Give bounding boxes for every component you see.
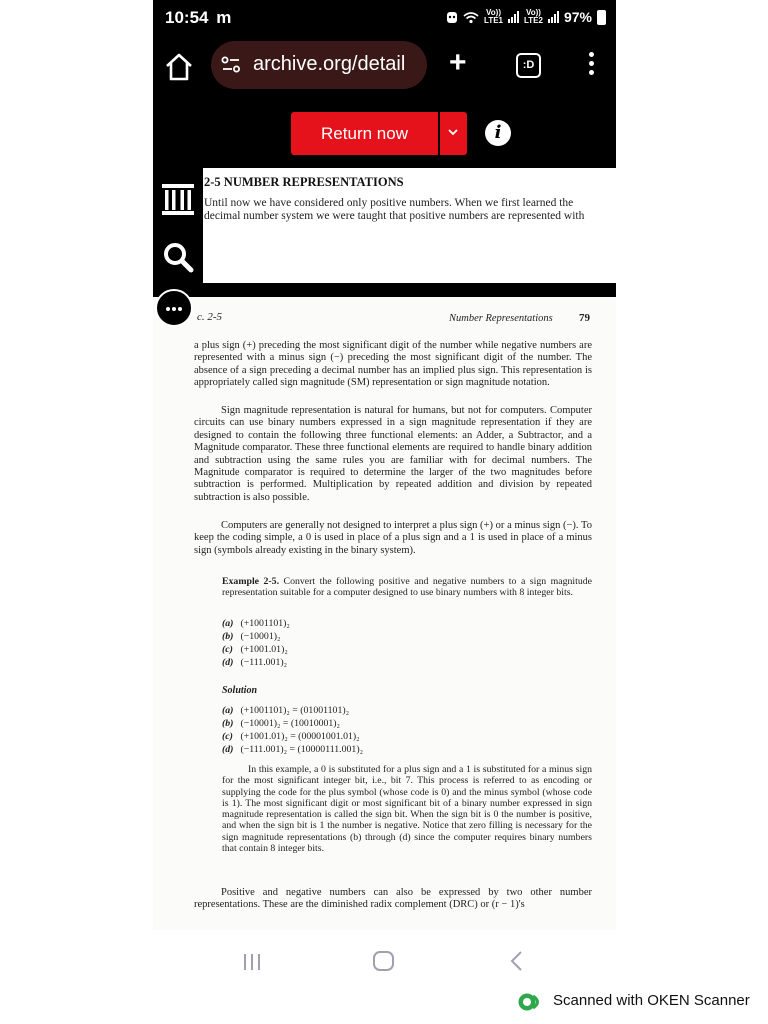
- page-divider: [153, 283, 616, 297]
- url-text: archive.org/detail: [253, 53, 406, 75]
- sim1-label: Vo)) LTE1: [484, 8, 503, 25]
- site-settings-icon[interactable]: [221, 56, 241, 74]
- book-section-intro: Until now we have considered only positive numbers. When we first learned the decimal number system we were taught that positive numbers are represented with: [204, 197, 585, 222]
- list-item: (c) (+1001.01)₂: [222, 644, 288, 655]
- search-icon[interactable]: [161, 240, 195, 274]
- list-item: (d) (−111.001)₂ = (10000111.001)₂: [222, 744, 363, 755]
- list-item: (a) (+1001101)₂ = (01001101)₂: [222, 705, 350, 716]
- chevron-down-icon: [448, 128, 458, 136]
- status-icons: [446, 9, 606, 25]
- loan-actions-bar: [153, 98, 616, 168]
- list-item: (b) (−10001)₂ = (10010001)₂: [222, 718, 340, 729]
- oken-logo-icon: [517, 992, 543, 1012]
- example-label: Example 2-5.: [222, 576, 280, 587]
- running-head: Number Representations: [449, 313, 553, 324]
- wifi-icon: [463, 11, 479, 24]
- list-item: (a) (+1001101)₂: [222, 618, 290, 629]
- tab-switcher-button[interactable]: :D: [516, 53, 541, 78]
- phone-screen: [153, 0, 616, 990]
- battery-percent: 97%: [563, 9, 592, 25]
- system-navigation-bar: [153, 930, 616, 990]
- home-icon[interactable]: [163, 52, 195, 82]
- scanner-watermark: [517, 990, 768, 1014]
- reader-side-toolbar: [153, 168, 203, 283]
- sim2-label: Vo)) LTE2: [524, 8, 543, 25]
- book-page: [153, 297, 616, 930]
- paragraph: Computers are generally not designed to interpret a plus sign (+) or a minus sign (−). To keep the coding simple, a 0 is used in place of a plus sign and a 1 is used in place of a minus sign (symbols already existing in the binary system).: [194, 520, 592, 556]
- solution-list: [222, 704, 522, 756]
- list-item: (c) (+1001.01)₂ = (00001001.01)₂: [222, 731, 360, 742]
- recents-icon[interactable]: [242, 952, 262, 972]
- info-icon[interactable]: i: [485, 120, 511, 146]
- browser-toolbar: [153, 38, 616, 98]
- notification-icon: [446, 10, 458, 24]
- more-menu-icon[interactable]: [587, 52, 595, 80]
- carrier-icon: m: [216, 8, 232, 27]
- back-icon[interactable]: [509, 950, 523, 972]
- return-now-button[interactable]: Return now: [291, 112, 438, 155]
- more-options-button[interactable]: [155, 289, 193, 327]
- return-options-dropdown[interactable]: [440, 112, 467, 155]
- library-icon[interactable]: [160, 182, 196, 216]
- paragraph: Positive and negative numbers can also be expressed by two other number representations. These are the diminished radix complement (DRC) or (r − 1)'s: [194, 887, 592, 911]
- page-number: 79: [579, 312, 590, 324]
- paragraph: Sign magnitude representation is natural for humans, but not for computers. Computer circuits can use binary numbers expressed in a sign magnitude representation if they are designed to contain the following three functional elements: an Adder, a Subtractor, and a Magnitude comparator. These three functional elements are required to handle binary addition and subtraction using the same rules you are familiar with for decimal numbers. The Magnitude comparator is required to determine the larger of the two magnitudes before subtraction is performed. Multiplication by repeated addition and division by repeated subtraction is also possible.: [194, 405, 592, 503]
- paragraph: a plus sign (+) preceding the most significant digit of the number while negative numbers are represented with a minus sign (−) preceding the most significant digit of the number. The absence of a sign preceding a decimal number has an implied plus sign. This representation is appropriately called sign magnitude (SM) representation or sign magnitude notation.: [194, 340, 592, 389]
- example-statement: [222, 576, 592, 599]
- home-button-icon[interactable]: [373, 951, 394, 971]
- signal-1-icon: [508, 11, 519, 23]
- list-item: (b) (−10001)₂: [222, 631, 281, 642]
- url-field[interactable]: [211, 41, 427, 89]
- scanner-text: Scanned with OKEN Scanner: [553, 992, 750, 1009]
- page-section-label: c. 2-5: [197, 311, 223, 323]
- book-section-title: 2-5 NUMBER REPRESENTATIONS: [204, 175, 404, 189]
- solution-explanation: In this example, a 0 is substituted for a plus sign and a 1 is substituted for a minus sign for the most significant integer bit, i.e., bit 7. This process is referred to as encoding or supplying the code for the plus symbol (whose code is 0) and the minus symbol (whose code is 1). The most significant digit or most significant bit of a binary number expressed in sign magnitude representation is called the sign bit. When the sign bit is 0 the number is positive, and when the sign bit is 1 the number is negative. Notice that zero filling is necessary for the sign magnitude representations (b) through (d) since the computer requires binary numbers that contain 8 integer bits.: [222, 764, 592, 855]
- signal-2-icon: [548, 11, 559, 23]
- clock: 10:54: [165, 8, 209, 27]
- example-list: [222, 617, 522, 669]
- status-bar: [153, 0, 616, 38]
- example-text: Convert the following positive and negative numbers to a sign magnitude representation suitable for a computer designed to use binary numbers with 8 integer bits.: [222, 576, 592, 599]
- battery-icon: [597, 10, 606, 25]
- list-item: (d) (−111.001)₂: [222, 657, 288, 668]
- status-time: [165, 8, 231, 28]
- solution-heading: Solution: [222, 685, 258, 696]
- new-tab-icon[interactable]: +: [449, 46, 467, 79]
